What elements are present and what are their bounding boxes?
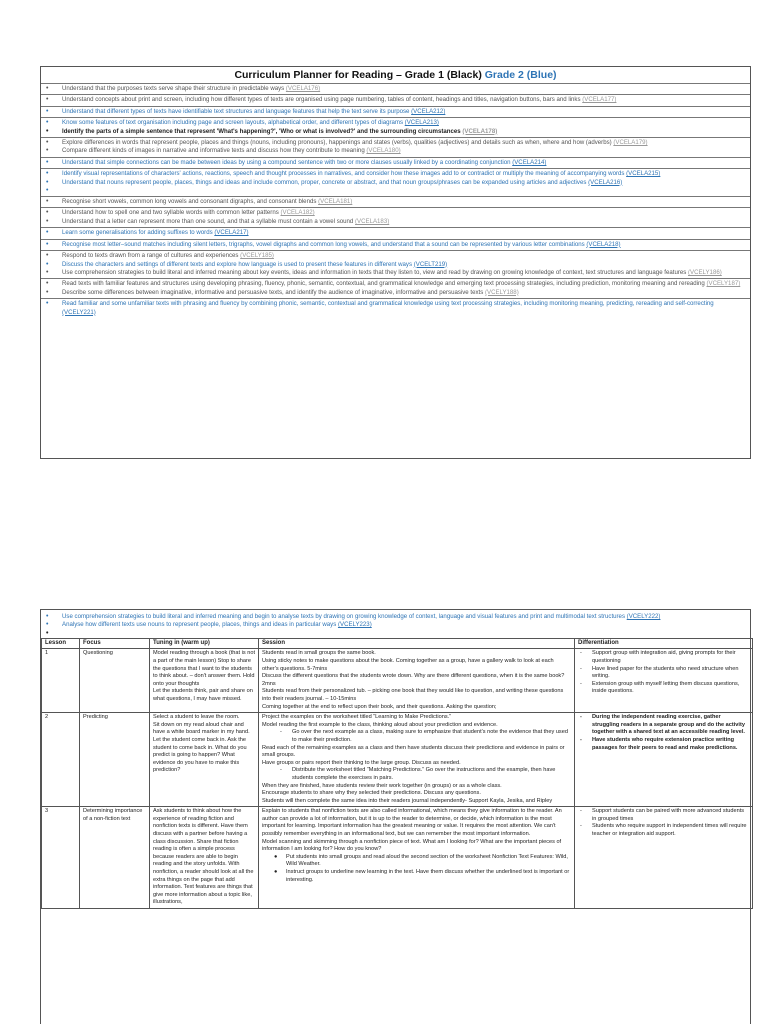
- outcome-groups: [41, 83, 750, 318]
- bullet-icon: •: [46, 187, 49, 195]
- bullet-icon: •: [46, 280, 49, 288]
- outcome-text: Recognise most letter–sound matches including silent letters, trigraphs, vowel digraphs and common long vowels, and understand that a sound can be represented by various letter combinations: [62, 240, 587, 248]
- bullet-icon: •: [46, 629, 49, 637]
- session-sub-step: [262, 767, 571, 782]
- outcome-group: [41, 157, 750, 168]
- table-header-row: [42, 638, 753, 649]
- bullet-icon: •: [46, 127, 49, 135]
- session-text: Put students into small groups and read aloud the second section of the worksheet Nonfiction Text Features: Wild, Wild Weather.: [286, 853, 568, 868]
- outcome-group: [41, 117, 750, 137]
- lesson-focus: Questioning: [80, 649, 150, 713]
- session-line: [262, 704, 571, 712]
- session-text: Students read in small groups the same book.: [262, 650, 376, 657]
- column-header: Focus: [80, 638, 150, 649]
- outcome-code-link[interactable]: (VCELA215): [626, 170, 661, 178]
- outcome-code-link[interactable]: (VCELY187): [706, 280, 741, 288]
- bullet-icon: ●: [274, 853, 278, 860]
- bullet-icon: •: [46, 158, 49, 166]
- bullet-icon: ●: [274, 869, 278, 876]
- dash-marker: -: [580, 665, 582, 672]
- outcome-code-link[interactable]: (VCELA213): [404, 119, 439, 127]
- outcome-text: Learn some generalisations for adding suffixes to words: [62, 229, 215, 237]
- outcome-item: [41, 147, 750, 155]
- outcome-code-link[interactable]: (VCELY223): [337, 621, 372, 629]
- session-text: Read each of the remaining examples as a class and then have students discuss their predictions and evidence in pairs or small groups.: [262, 744, 565, 759]
- outcome-item: [41, 179, 750, 187]
- lesson-number: 2: [42, 713, 80, 807]
- outcome-text: Analyse how different texts use nouns to represent people, places, things and ideas in particular ways: [62, 621, 338, 629]
- lesson-session: [259, 649, 575, 713]
- dash-marker: -: [580, 736, 582, 743]
- outcome-code-link[interactable]: (VCELA180): [366, 147, 401, 155]
- outcome-code-link[interactable]: (VCELA212): [411, 107, 446, 115]
- outcome-text: Identify the parts of a simple sentence that represent 'What's happening?', 'Who or what is involved?' and the surrounding circumstances: [62, 127, 463, 135]
- outcome-code-link[interactable]: (VCELA176): [285, 85, 321, 92]
- outcome-group: [41, 137, 750, 157]
- outcome-code-link[interactable]: (VCELT219): [413, 260, 448, 268]
- outcome-item: [41, 198, 750, 206]
- table-row: [42, 807, 753, 909]
- outcome-code-link[interactable]: (VCELA183): [355, 217, 390, 225]
- outcome-text: Understand that the purposes texts serve shape their structure in predictable ways: [62, 85, 286, 92]
- outcome-item: [41, 280, 750, 288]
- lesson-tuning-in: Ask students to think about how the experience of reading fiction and nonfiction texts is different. Have them discuss with a partner before having a class discussion. Share that fiction reading is often a simple process because readers are able to begin reading and the story unfolds. With nonfiction, a reader should look at all the extra things on the page that add information. Text features are things that give more information about a topic like, illustrations,: [150, 807, 259, 909]
- session-text: Have groups or pairs report their thinking to the large group. Discuss as needed.: [262, 759, 461, 766]
- session-line: [262, 808, 571, 838]
- outcome-code-link[interactable]: (VCELA216): [588, 178, 623, 186]
- bullet-icon: •: [46, 209, 49, 217]
- bullet-icon: •: [46, 288, 49, 296]
- outcome-code-link[interactable]: (VCELA181): [318, 198, 353, 206]
- outcome-group: [41, 196, 750, 207]
- bullet-icon: •: [46, 217, 49, 225]
- outcome-text: Understand that nouns represent people, places, things and ideas and include common, proper, concrete or abstract, and that noun groups/phrases can be expanded using articles and adjectives: [62, 178, 589, 186]
- bullet-icon: •: [46, 85, 49, 92]
- outcome-item: [41, 218, 750, 226]
- session-text: Coming together at the end to reflect upon their book, and their questions. Asking the question;: [262, 703, 497, 710]
- session-text: Encourage students to share why they selected their predictions. Discuss any questions.: [262, 790, 481, 797]
- outcome-group: [41, 298, 750, 318]
- lesson-session: [259, 713, 575, 807]
- bullet-icon: •: [46, 260, 49, 268]
- outcome-item: [41, 300, 750, 317]
- outcome-item: [41, 621, 750, 629]
- outcome-code-link[interactable]: (VCELA182): [280, 209, 315, 217]
- outcome-item: [41, 159, 750, 167]
- outcome-text: Read texts with familiar features and structures using developing phrasing, fluency, phonic, semantic, contextual, and grammatical knowledge and emerging text processing strategies, including prediction, monitoring meaning and rereading: [62, 280, 707, 288]
- section2-outcomes: [41, 610, 750, 638]
- lesson-number: 1: [42, 649, 80, 713]
- dash-marker: -: [580, 650, 582, 657]
- session-text: Project the examples on the worksheet titled “Learning to Make Predictions.”: [262, 714, 452, 721]
- outcome-item: [41, 252, 750, 260]
- outcome-code-link[interactable]: (VCELY185): [240, 252, 274, 260]
- session-sub-step: [262, 729, 571, 744]
- outcome-code-link[interactable]: (VCELY186): [688, 268, 722, 276]
- bullet-icon: •: [46, 198, 49, 206]
- session-line: [262, 790, 571, 798]
- bullet-icon: •: [46, 252, 49, 260]
- bullet-icon: •: [46, 119, 49, 127]
- outcome-group: [41, 207, 750, 227]
- table-row: [42, 649, 753, 713]
- outcome-item: [41, 289, 750, 297]
- table-body: [42, 649, 753, 909]
- bullet-icon: •: [46, 170, 49, 178]
- dash-marker: -: [280, 767, 282, 774]
- outcome-text: Respond to texts drawn from a range of cultures and experiences: [62, 252, 241, 260]
- column-header: Tuning in (warm up): [150, 638, 259, 649]
- outcome-group: [41, 94, 750, 105]
- column-header: Lesson: [42, 638, 80, 649]
- session-text: Distribute the worksheet titled “Matching Predictions.” Go over the instructions and the example, then have students complete the exercises in pairs.: [292, 767, 556, 781]
- outcome-group: [41, 227, 750, 238]
- lesson-focus: Predicting: [80, 713, 150, 807]
- differentiation-item: [578, 681, 749, 696]
- outcome-item: [41, 613, 750, 621]
- session-line: [262, 798, 571, 806]
- section-lesson-plan: [40, 609, 751, 1024]
- outcome-item: [41, 128, 750, 136]
- session-text: Model scanning and skimming through a nonfiction piece of text. What am I looking for? What are the important pieces of information I am looking for? How do you know?: [262, 838, 562, 853]
- session-line: [262, 745, 571, 760]
- outcome-text: Explore differences in words that represent people, places and things (nouns, including pronouns), happenings and states (verbs), qualities (adjectives) and details such as when, where and how (adverbs): [62, 139, 614, 147]
- bullet-icon: •: [46, 613, 49, 620]
- dash-marker: -: [580, 714, 582, 721]
- outcome-item: [41, 269, 750, 277]
- session-text: Using sticky notes to make questions about the book. Coming together as a group, have a gallery walk to look at each other's questions. 5-7mins: [262, 658, 554, 672]
- bullet-icon: •: [46, 621, 49, 629]
- outcome-code-link[interactable]: (VCELY221): [62, 308, 96, 316]
- outcome-text: Discuss the characters and settings of different texts and explore how language is used to present these features in different ways: [62, 260, 414, 268]
- outcome-code-link[interactable]: (VCELA214): [512, 158, 547, 166]
- outcome-group: [41, 250, 750, 278]
- outcome-group: [41, 83, 750, 94]
- differentiation-item: [578, 666, 749, 681]
- session-line: [262, 650, 571, 658]
- outcome-text: Describe some differences between imaginative, informative and persuasive texts, and identify the audience of imaginative, informative and persuasive texts: [62, 288, 485, 296]
- session-line: [262, 688, 571, 703]
- dash-marker: -: [280, 729, 282, 736]
- differentiation-text: During the independent reading exercise, gather struggling readers in a separate group and do the activity together with a shared text at an accessible reading level.: [592, 714, 745, 736]
- outcome-item: [41, 108, 750, 116]
- outcome-text: Compare different kinds of images in narrative and informative texts and discuss how they contribute to meaning: [62, 147, 367, 155]
- session-text: Discuss the different questions that the students wrote down. Why are there different questions, when it is the same book? 2mns: [262, 673, 565, 687]
- differentiation-item: [578, 650, 749, 665]
- column-header: Differentiation: [575, 638, 753, 649]
- differentiation-text: Have lined paper for the students who need structure when writing.: [592, 665, 739, 680]
- outcome-code-link[interactable]: (VCELY222): [626, 613, 661, 620]
- outcome-item: [41, 209, 750, 217]
- outcome-item: [41, 241, 750, 249]
- outcome-item: [41, 261, 750, 269]
- dash-marker: -: [580, 808, 582, 815]
- outcome-item: [41, 85, 750, 93]
- outcome-item: [41, 96, 750, 104]
- session-text: Model reading the first example to the class, thinking aloud about your prediction and evidence.: [262, 721, 498, 728]
- session-text: When they are finished, have students review their work together (in groups) or as a whole class.: [262, 782, 502, 789]
- outcome-code-link[interactable]: (VCELA177): [582, 96, 617, 104]
- lesson-table: [41, 638, 753, 909]
- differentiation-text: Extension group with myself letting them discuss questions, inside questions.: [592, 680, 740, 695]
- lesson-differentiation: [575, 807, 753, 909]
- outcome-item: [41, 170, 750, 178]
- table-row: [42, 713, 753, 807]
- lesson-differentiation: [575, 649, 753, 713]
- outcome-text: Read familiar and some unfamiliar texts with phrasing and fluency by combining phonic, semantic, contextual and grammatical knowledge using text processing strategies, including monitoring meaning, predicting, rereading and self-correcting: [62, 300, 714, 308]
- outcome-text: Use comprehension strategies to build literal and inferred meaning about key events, ideas and information in texts that they listen to, view and read by drawing on growing knowledge of context, text structures and language features: [62, 268, 688, 276]
- outcome-text: Understand that simple connections can be made between ideas by using a compound sentence with two or more clauses usually linked by a coordinating conjunction: [62, 158, 513, 166]
- session-bullet: [262, 854, 571, 869]
- page-title: [41, 67, 750, 83]
- differentiation-text: Have students who require extension practice writing passages for their peers to read and make predictions.: [592, 736, 738, 751]
- outcome-item: [41, 119, 750, 127]
- differentiation-text: Support group with integration aid, giving prompts for their questioning: [592, 650, 736, 664]
- outcome-group: [41, 239, 750, 250]
- outcome-text: Know some features of text organisation including page and screen layouts, alphabetical order, and different types of diagrams: [62, 119, 405, 127]
- outcome-text: Recognise short vowels, common long vowels and consonant digraphs, and consonant blends: [62, 198, 319, 206]
- session-bullet: [262, 869, 571, 884]
- bullet-icon: •: [46, 139, 49, 147]
- lesson-number: 3: [42, 807, 80, 909]
- outcome-code-link[interactable]: (VCELA218): [586, 240, 621, 248]
- bullet-icon: •: [46, 96, 49, 104]
- outcome-code-link[interactable]: (VCELA217): [214, 229, 249, 237]
- bullet-icon: •: [46, 240, 49, 248]
- outcome-code-link[interactable]: (VCELA178): [462, 127, 498, 135]
- lesson-session: [259, 807, 575, 909]
- bullet-icon: •: [46, 268, 49, 276]
- session-text: Go over the next example as a class, making sure to emphasize that student's note the evidence that they used to make their prediction.: [292, 729, 568, 743]
- outcome-code-link[interactable]: (VCELY188): [484, 288, 519, 296]
- session-text: Instruct groups to underline new learning in the text. Have them discuss whether the underlined text is important or interesting.: [286, 869, 570, 883]
- differentiation-text: Support students can be paired with more advanced students in grouped times: [592, 808, 745, 822]
- column-header: Session: [259, 638, 575, 649]
- section-planner-outcomes: [40, 66, 751, 459]
- session-text: Explain to students that nonfiction texts are also called informational, which means they give information to the reader. An author can provide a lot of information, but it is up to the reader to determine, or decide, which information is the most important for learning. Important information has the greatest meaning or value. It requires the most attention. We can't possibly remember everything in an informational text, but we can remember the most important information.: [262, 808, 562, 838]
- lesson-focus: Determining importance of a non-fiction text: [80, 807, 150, 909]
- session-line: [262, 714, 571, 722]
- outcome-group: [41, 106, 750, 117]
- bullet-icon: •: [46, 300, 49, 308]
- outcome-text: Understand that a letter can represent more than one sound, and that a syllable must contain a vowel sound: [62, 217, 356, 225]
- outcome-text: Understand concepts about print and screen, including how different types of texts are organised using page numbering, tables of content, headings and titles, navigation buttons, bars and links: [62, 96, 583, 104]
- differentiation-item: [578, 808, 749, 823]
- session-line: [262, 783, 571, 791]
- outcome-group: [41, 278, 750, 298]
- outcome-item: [41, 630, 750, 638]
- title-main: Curriculum Planner for Reading – Grade 1 (Black): [234, 69, 485, 81]
- outcome-text: Identify visual representations of characters' actions, reactions, speech and thought processes in narratives, and consider how these images add to or contradict or multiply the meaning of accompanying words: [62, 170, 627, 178]
- outcome-text: Understand that different types of texts have identifiable text structures and language features that help the text serve its purpose: [62, 107, 412, 115]
- lesson-tuning-in: Model reading through a book (that is not a part of the main lesson) Stop to share the questions that I want to the students to think about. – don't answer them. Hold onto your thoughts Let the students think, pair and share on what questions, I may have missed.: [150, 649, 259, 713]
- session-line: [262, 839, 571, 854]
- dash-marker: -: [580, 823, 582, 830]
- session-line: [262, 760, 571, 768]
- bullet-icon: •: [46, 229, 49, 237]
- outcome-text: Use comprehension strategies to build literal and inferred meaning and begin to analyse texts by drawing on growing knowledge of context, language and visual features and print and multimodal text structures: [62, 613, 627, 620]
- session-line: [262, 658, 571, 673]
- differentiation-item: [578, 714, 749, 737]
- differentiation-item: [578, 737, 749, 752]
- bullet-icon: •: [46, 178, 49, 186]
- differentiation-text: Students who require support in independent times will require teacher or integration aid support.: [592, 823, 747, 838]
- differentiation-item: [578, 823, 749, 838]
- outcome-group: [41, 168, 750, 196]
- session-text: Students will then complete the same idea into their readers journal independently- Support Kayla, Jesika, and Ripley: [262, 797, 553, 804]
- outcome-item: [41, 229, 750, 237]
- outcome-item: [41, 187, 750, 195]
- lesson-tuning-in: Select a student to leave the room. Sit down on my read aloud chair and have a white board marker in my hand. Let the student come back in. Ask the student to come back in. What do you predict is going to happen? What evidence do you have to make this prediction?: [150, 713, 259, 807]
- title-blue: Grade 2 (Blue): [484, 69, 557, 81]
- lesson-differentiation: [575, 713, 753, 807]
- session-line: [262, 722, 571, 730]
- session-text: Students read from their personalized tub. – picking one book that they would like to question, and writing these questions into their readers journal. – 10-15mins: [262, 688, 564, 702]
- outcome-item: [41, 139, 750, 147]
- bullet-icon: •: [46, 147, 49, 155]
- session-line: [262, 673, 571, 688]
- dash-marker: -: [580, 680, 582, 687]
- outcome-code-link[interactable]: (VCELA179): [613, 139, 648, 147]
- outcome-text: Understand how to spell one and two syllable words with common letter patterns: [62, 209, 281, 217]
- bullet-icon: •: [46, 107, 49, 115]
